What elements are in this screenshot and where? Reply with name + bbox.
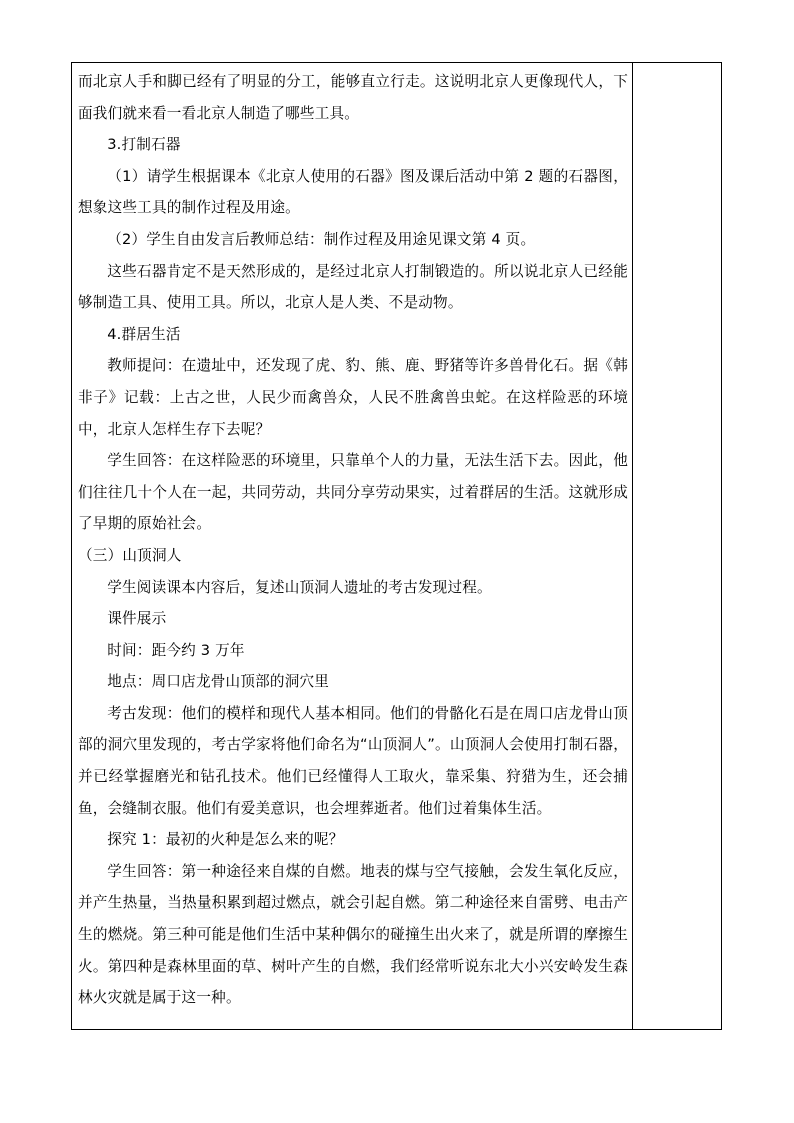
paragraph-continuation: 而北京人手和脚已经有了明显的分工，能够直立行走。这说明北京人更像现代人，下面我们就来看一看北京人制造了哪些工具。 [78, 73, 628, 122]
paragraph-fire-answer: 学生回答：第一种途径来自煤的自燃。地表的煤与空气接触，会发生氧化反应，并产生热量，当热量积累到超过燃点，就会引起自燃。第二种途径来自雷劈、电击产生的燃烧。第三种可能是他们生活中某种偶尔的碰撞生出火来了，就是所谓的摩擦生火。第四种是森林里面的草、树叶产生的自燃，我们经常听说东北大小兴安岭发生森林火灾就是属于这一种。 [78, 862, 628, 1007]
paragraph-teacher-question: 教师提问：在遗址中，还发现了虎、豹、熊、鹿、野猪等许多兽骨化石。据《韩非子》记载：上古之世，人民少而禽兽众，人民不胜禽兽虫蛇。在这样险恶的环境中，北京人怎样生存下去呢？ [78, 357, 628, 438]
paragraph-task-1: （1）请学生根据课本《北京人使用的石器》图及课后活动中第 2 题的石器图，想象这些工具的制作过程及用途。 [78, 167, 628, 217]
paragraph-stone-summary: 这些石器肯定不是天然形成的，是经过北京人打制锻造的。所以说北京人已经能够制造工具、使用工具。所以，北京人是人类、不是动物。 [78, 262, 628, 312]
paragraph-location: 地点：周口店龙骨山顶部的洞穴里 [107, 673, 330, 691]
paragraph-courseware: 课件展示 [107, 610, 167, 628]
notes-cell [633, 63, 721, 1029]
heading-group-life: 4.群居生活 [107, 325, 181, 343]
paragraph-reading-task: 学生阅读课本内容后，复述山顶洞人遗址的考古发现过程。 [107, 578, 492, 596]
paragraph-time: 时间：距今约 3 万年 [107, 641, 245, 659]
paragraph-archaeology: 考古发现：他们的模样和现代人基本相同。他们的骨骼化石是在周口店龙骨山顶部的洞穴里发现的，考古学家将他们命名为“山顶洞人”。山顶洞人会使用打制石器，并已经掌握磨光和钻孔技术。他们已经懂得人工取火，靠采集、狩猎为生，还会捕鱼，会缝制衣服。他们有爱美意识，也会埋葬逝者。他们过着集体生活。 [78, 704, 628, 817]
lesson-content-cell [78, 66, 628, 1014]
paragraph-task-2: （2）学生自由发言后教师总结：制作过程及用途见课文第 4 页。 [107, 230, 536, 248]
paragraph-student-answer: 学生回答：在这样险恶的环境里，只靠单个人的力量，无法生活下去。因此，他们往往几十个人在一起，共同劳动，共同分享劳动果实，过着群居的生活。这就形成了早期的原始社会。 [78, 452, 628, 533]
heading-upper-cave-man: （三）山顶洞人 [78, 546, 182, 564]
lesson-table [71, 62, 722, 1030]
paragraph-inquiry-1: 探究 1：最初的火种是怎么来的呢？ [107, 831, 344, 849]
heading-stone-tools: 3.打制石器 [107, 136, 181, 154]
